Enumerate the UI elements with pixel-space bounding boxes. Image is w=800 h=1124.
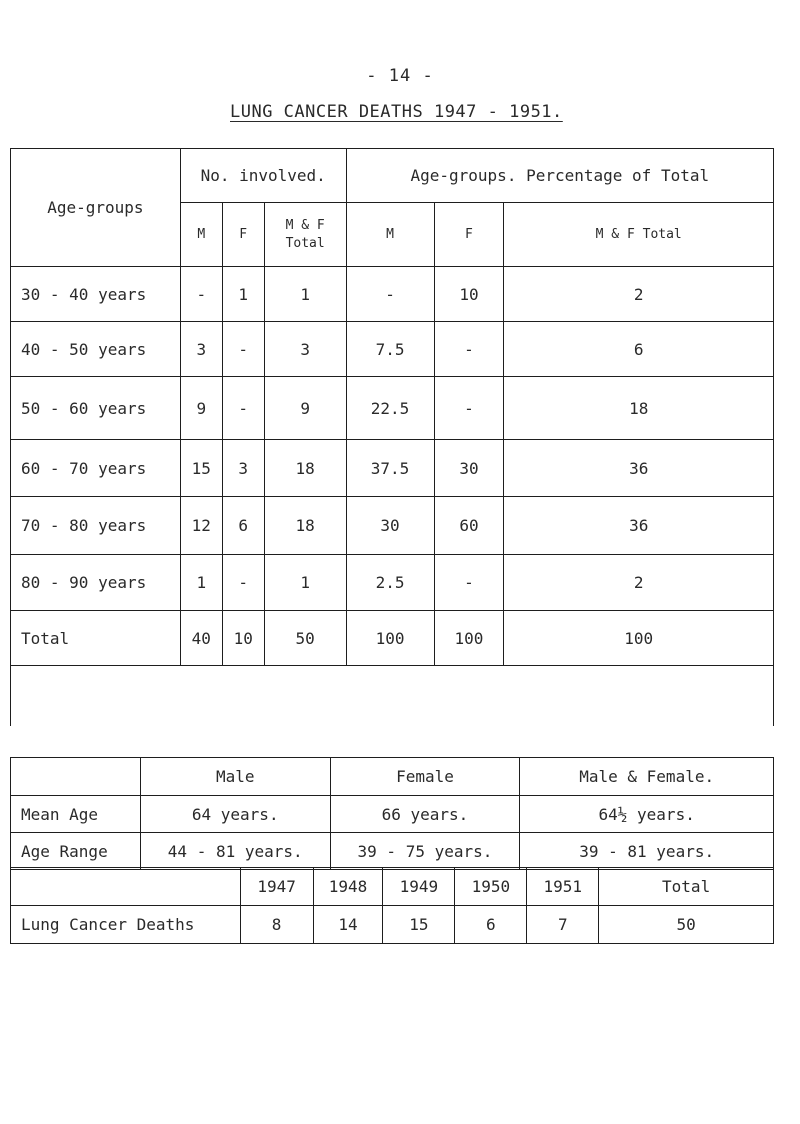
row-label: Age Range [11, 833, 141, 870]
table-cell: 30 [346, 497, 434, 555]
header-male-female: Male & Female. [520, 758, 774, 796]
table-cell: - [434, 322, 504, 377]
table-cell: - [222, 377, 264, 440]
header-female: Female [330, 758, 520, 796]
table-row [11, 497, 774, 555]
table-cell: 7 [527, 906, 599, 944]
table-cell: 10 [434, 267, 504, 322]
table-cell: - [222, 322, 264, 377]
table-cell: 39 - 81 years. [520, 833, 774, 870]
table-cell: 36 [504, 497, 774, 555]
table-cell: 9 [180, 377, 222, 440]
table-cell: 6 [455, 906, 527, 944]
year-header: 1947 [240, 868, 313, 906]
table-row [11, 440, 774, 497]
table-cell: 1 [222, 267, 264, 322]
table-cell: 8 [240, 906, 313, 944]
table-cell: 1 [180, 555, 222, 611]
row-label: 30 - 40 years [11, 267, 181, 322]
table-cell: 30 [434, 440, 504, 497]
table-row [11, 906, 774, 944]
table-cell: 100 [346, 611, 434, 666]
yearly-deaths-table [10, 867, 774, 944]
table-cell: 18 [264, 497, 346, 555]
sub-header-total: M & F Total [264, 203, 346, 267]
table-cell: 14 [313, 906, 383, 944]
table-row [11, 833, 774, 870]
sub-header-m: M [180, 203, 222, 267]
table-cell: 18 [264, 440, 346, 497]
table-cell: 40 [180, 611, 222, 666]
table-row [11, 796, 774, 833]
row-label: 80 - 90 years [11, 555, 181, 611]
row-label: Total [11, 611, 181, 666]
table-cell: 100 [434, 611, 504, 666]
table-cell: 44 - 81 years. [140, 833, 330, 870]
document-title: LUNG CANCER DEATHS 1947 - 1951. [230, 102, 563, 122]
year-header: 1951 [527, 868, 599, 906]
table-cell: 2.5 [346, 555, 434, 611]
table-cell: - [434, 377, 504, 440]
row-label: 60 - 70 years [11, 440, 181, 497]
table-cell: 3 [180, 322, 222, 377]
table-cell: 100 [504, 611, 774, 666]
row-label: 70 - 80 years [11, 497, 181, 555]
table-cell: 6 [504, 322, 774, 377]
row-label: 40 - 50 years [11, 322, 181, 377]
table-row [11, 322, 774, 377]
sub-header-pct-m: M [346, 203, 434, 267]
total-header: Total [599, 868, 774, 906]
table-cell: - [180, 267, 222, 322]
table-row [11, 555, 774, 611]
age-groups-header: Age-groups [11, 149, 181, 267]
table-cell: 18 [504, 377, 774, 440]
table-cell: 60 [434, 497, 504, 555]
table-row-total [11, 611, 774, 666]
header-male: Male [140, 758, 330, 796]
table-cell: 10 [222, 611, 264, 666]
row-label: Mean Age [11, 796, 141, 833]
table-cell: 66 years. [330, 796, 520, 833]
empty-header-cell [11, 868, 241, 906]
table-cell: 3 [264, 322, 346, 377]
empty-header-cell [11, 758, 141, 796]
table-cell: 37.5 [346, 440, 434, 497]
percentage-header: Age-groups. Percentage of Total [346, 149, 773, 203]
table-cell: 9 [264, 377, 346, 440]
table-cell: 1 [264, 267, 346, 322]
table-cell: 7.5 [346, 322, 434, 377]
sub-header-pct-f: F [434, 203, 504, 267]
table-cell: 15 [383, 906, 455, 944]
no-involved-header: No. involved. [180, 149, 346, 203]
year-header: 1949 [383, 868, 455, 906]
table-cell: - [346, 267, 434, 322]
year-header: 1948 [313, 868, 383, 906]
table-cell: 50 [264, 611, 346, 666]
table-cell: 36 [504, 440, 774, 497]
table-cell: 2 [504, 555, 774, 611]
table-row [11, 267, 774, 322]
page-number: - 14 - [366, 66, 434, 86]
sub-header-f: F [222, 203, 264, 267]
table-row [11, 377, 774, 440]
row-label: Lung Cancer Deaths [11, 906, 241, 944]
table-cell: - [222, 555, 264, 611]
table-cell: 6 [222, 497, 264, 555]
sub-header-pct-total: M & F Total [504, 203, 774, 267]
table-cell: 3 [222, 440, 264, 497]
year-header: 1950 [455, 868, 527, 906]
table-cell: 15 [180, 440, 222, 497]
table-cell: 64 years. [140, 796, 330, 833]
spacer-row [11, 666, 774, 727]
table-cell: 22.5 [346, 377, 434, 440]
table-cell: 12 [180, 497, 222, 555]
table-cell: - [434, 555, 504, 611]
table-cell: 64½ years. [520, 796, 774, 833]
age-group-table [10, 148, 774, 726]
row-label: 50 - 60 years [11, 377, 181, 440]
table-cell: 39 - 75 years. [330, 833, 520, 870]
table-cell: 50 [599, 906, 774, 944]
table-cell: 1 [264, 555, 346, 611]
table-cell: 2 [504, 267, 774, 322]
